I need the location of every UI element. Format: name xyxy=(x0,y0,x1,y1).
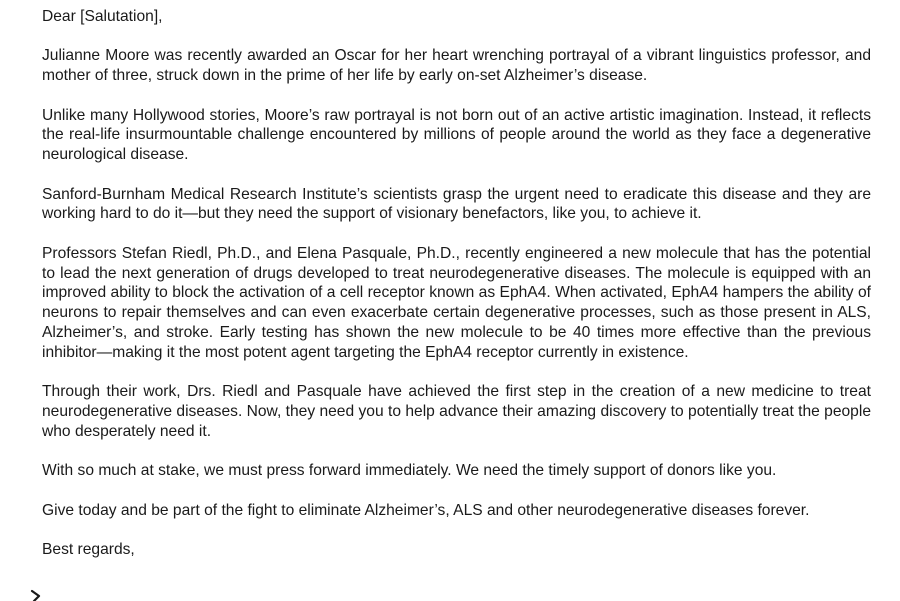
paragraph-hollywood: Unlike many Hollywood stories, Moore’s raw portrayal is not born out of an active artistic imagination. Instead, it reflects the real-life insurmountable challenge encountered by millions of people around the world as they face a degenerative neurological disease. xyxy=(42,106,871,164)
paragraph-institute: Sanford-Burnham Medical Research Institute’s scientists grasp the urgent need to eradicate this disease and they are working hard to do it—but they need the support of visionary benefactors, like you, to achieve it. xyxy=(42,185,871,223)
paragraph-call-to-action: Give today and be part of the fight to eliminate Alzheimer’s, ALS and other neurodegenerative diseases forever. xyxy=(42,501,810,519)
letter-body xyxy=(42,7,871,579)
signature-stroke-icon xyxy=(30,589,50,601)
paragraph-discovery: Through their work, Drs. Riedl and Pasquale have achieved the first step in the creation of a new medicine to treat neurodegenerative diseases. Now, they need you to help advance their amazing discovery to potentially treat the people who desperately need it. xyxy=(42,383,871,440)
paragraph-molecule: Professors Stefan Riedl, Ph.D., and Elena Pasquale, Ph.D., recently engineered a new molecule that has the potential to lead the next generation of drugs developed to treat neurodegenerative diseases. The molecule is equipped with an improved ability to block the activation of a cell receptor known as EphA4. When activated, EphA4 hampers the ability of neurons to repair themselves and can even exacerbate certain degenerative processes, such as those present in ALS, Alzheimer’s, and stroke. Early testing has shown the new molecule to be 40 times more effective than the previous inhibitor—making it the most potent agent targeting the EphA4 receptor currently in existence. xyxy=(42,244,871,361)
paragraph-oscar: Julianne Moore was recently awarded an Oscar for her heart wrenching portrayal of a vibrant linguistics professor, and mother of three, struck down in the prime of her life by early on-set Alzheimer’s disease. xyxy=(42,47,871,85)
paragraph-urgency: With so much at stake, we must press forward immediately. We need the timely support of donors like you. xyxy=(42,462,777,480)
closing: Best regards, xyxy=(42,540,135,558)
salutation: Dear [Salutation], xyxy=(42,8,163,25)
